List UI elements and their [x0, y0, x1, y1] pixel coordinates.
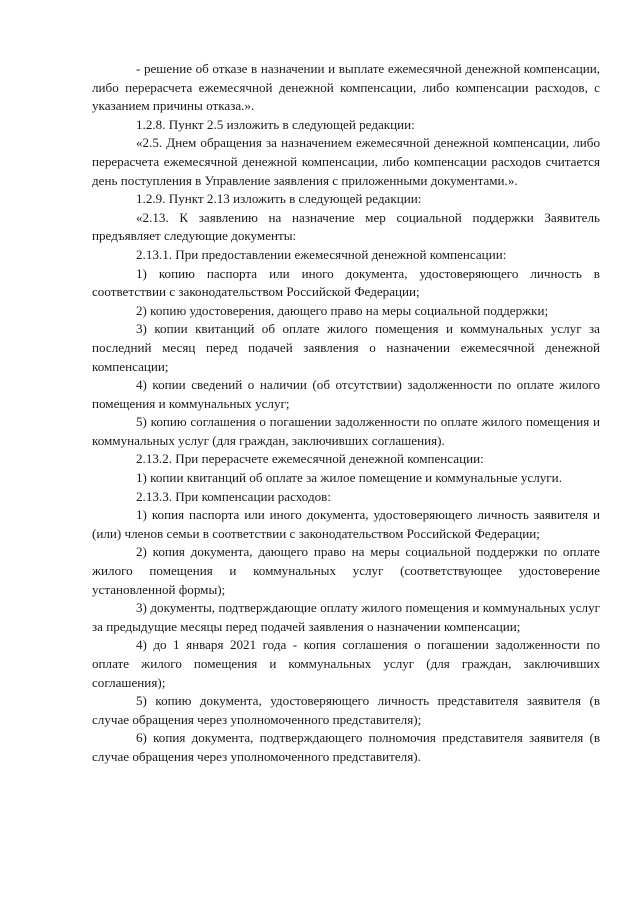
paragraph-1-2-9: 1.2.9. Пункт 2.13 изложить в следующей редакции:	[136, 191, 422, 207]
list-item-2-13-1-2: 2) копию удостоверения, дающего право на меры социальной поддержки;	[136, 302, 549, 318]
list-item-2-13-2-1: 1) копии квитанций об оплате за жилое помещение и коммунальные услуги.	[136, 470, 562, 486]
list-item-2-13-3-1: 1) копия паспорта или иного документа, удостоверяющего личность заявителя и (или) членов семьи в соответствии с законодательством Российской Федерации;	[92, 507, 600, 541]
list-item-2-13-3-3: 3) документы, подтверждающие оплату жилого помещения и коммунальных услуг за предыдущие месяцы перед подачей заявления о назначении компенсации;	[92, 600, 600, 634]
list-item-2-13-1-1: 1) копию паспорта или иного документа, удостоверяющего личность в соответствии с законодательством Российской Федерации;	[92, 265, 600, 300]
list-item-2-13-3-2: 2) копия документа, дающего право на меры социальной поддержки по оплате жилого помещения и коммунальных услуг (соответствующее удостоверение установленной формы);	[92, 544, 600, 597]
list-item-2-13-3-5: 5) копию документа, удостоверяющего личность представителя заявителя (в случае обращения через уполномоченного представителя);	[92, 693, 600, 727]
list-item-2-13-1-5: 5) копию соглашения о погашении задолженности по оплате жилого помещения и коммунальных услуг (для граждан, заключивших соглашения).	[92, 414, 600, 448]
paragraph-2-13: «2.13. К заявлению на назначение мер социальной поддержки Заявитель предъявляет следующие документы:	[92, 209, 600, 244]
paragraph-2-13-3: 2.13.3. При компенсации расходов:	[136, 488, 331, 504]
document-page	[92, 60, 600, 767]
paragraph-2-13-1: 2.13.1. При предоставлении ежемесячной денежной компенсации:	[136, 246, 507, 262]
list-item-2-13-1-4: 4) копии сведений о наличии (об отсутствии) задолженности по оплате жилого помещения и коммунальных услуг;	[92, 377, 600, 411]
list-item-2-13-3-6: 6) копия документа, подтверждающего полномочия представителя заявителя (в случае обращения через уполномоченного представителя).	[92, 730, 600, 764]
list-item-2-13-1-3: 3) копии квитанций об оплате жилого помещения и коммунальных услуг за последний месяц перед подачей заявления о назначении ежемесячной денежной компенсации;	[92, 321, 600, 374]
paragraph-2-13-2: 2.13.2. При перерасчете ежемесячной денежной компенсации:	[136, 451, 484, 467]
paragraph-2-5: «2.5. Днем обращения за назначением ежемесячной денежной компенсации, либо перерасчета ежемесячной денежной компенсации, либо компенсации расходов считается день поступления в Управление заявления с приложенными документами.».	[92, 135, 600, 188]
list-item-2-13-3-4: 4) до 1 января 2021 года - копия соглашения о погашении задолженности по оплате жилого помещения и коммунальных услуг (для граждан, заключивших соглашения);	[92, 637, 600, 690]
paragraph-1-2-8: 1.2.8. Пункт 2.5 изложить в следующей редакции:	[136, 116, 415, 132]
paragraph-refusal-decision: - решение об отказе в назначении и выплате ежемесячной денежной компенсации, либо перерасчета ежемесячной денежной компенсации, либо компенсации расходов, с указанием причины отказа.».	[92, 61, 600, 114]
